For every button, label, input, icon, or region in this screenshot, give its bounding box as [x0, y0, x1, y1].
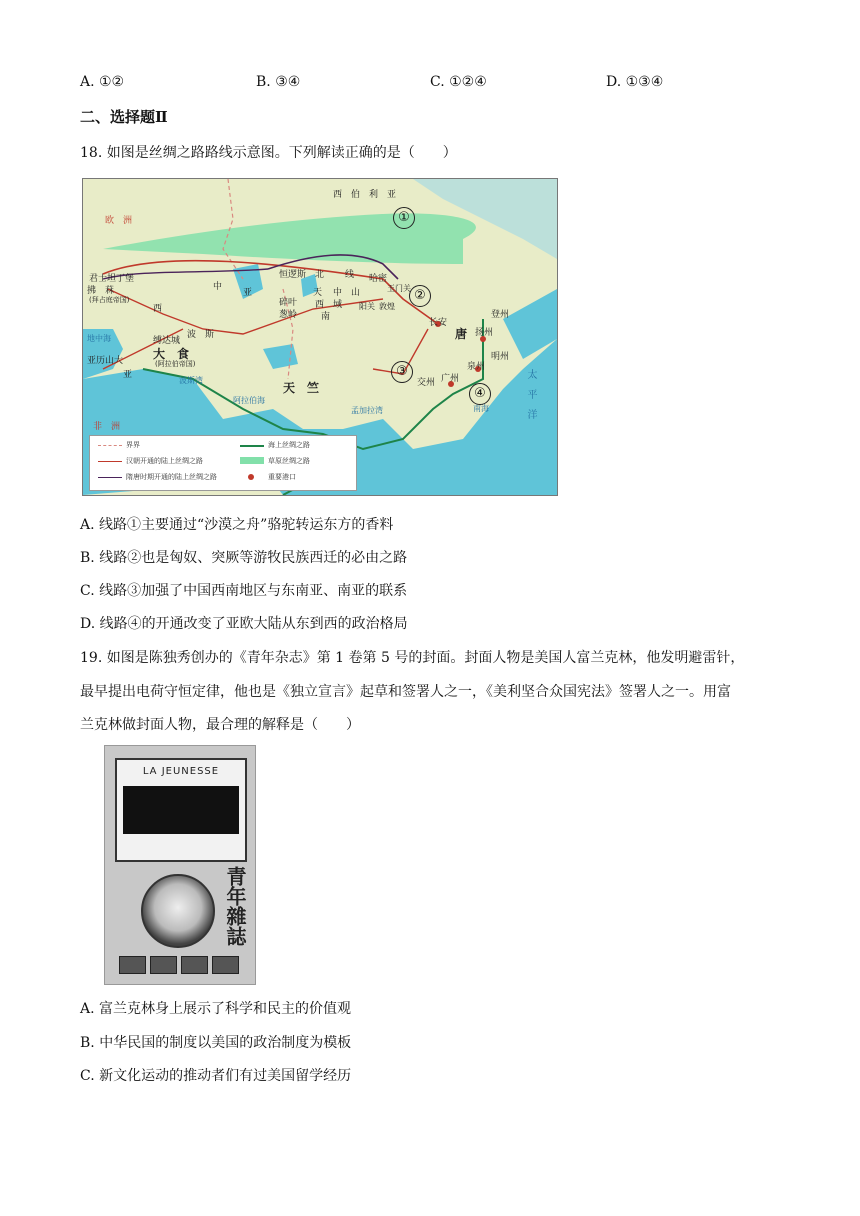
label-quanzhou: 泉州 [467, 362, 486, 372]
legend-label-steppe: 草原丝绸之路 [268, 457, 310, 465]
label-arabian-sea: 阿拉伯海 [233, 396, 265, 405]
label-bei: 北 [315, 270, 325, 280]
label-arabia: 亚 [123, 370, 133, 380]
cover-bottom-boxes [119, 956, 239, 974]
cover-photo-band [123, 786, 239, 834]
franklin-portrait [141, 874, 215, 948]
q19-stem-line-3: 兰克林做封面人物，最合理的解释是（ ） [80, 717, 360, 733]
legend-line-boundary [98, 445, 122, 446]
label-mingzhou: 明州 [491, 352, 510, 362]
label-europe: 欧 洲 [105, 216, 133, 226]
map-legend [89, 435, 357, 491]
q18-stem: 18. 如图是丝绸之路路线示意图。下列解读正确的是（ ） [80, 145, 457, 161]
cover-side-text: 青年雜誌 [223, 866, 247, 946]
q19-stem-line-1: 19. 如图是陈独秀创办的《青年杂志》第 1 卷第 5 号的封面。封面人物是美国人富兰克林，他发明避雷针， [80, 650, 745, 666]
q18-option-d: D. 线路④的开通改变了亚欧大陆从东到西的政治格局 [80, 616, 408, 632]
label-yumenguan: 玉门关 [387, 284, 411, 293]
cover-title: LA JEUNESSE [142, 766, 220, 777]
label-bay-bengal: 孟加拉湾 [351, 406, 383, 415]
legend-dot-port [248, 474, 254, 480]
q18-option-b: B. 线路②也是匈奴、突厥等游牧民族西迁的必由之路 [80, 550, 408, 566]
q17-option-d: D. ①③④ [606, 74, 664, 90]
label-hengluosi: 恒逻斯 [279, 270, 307, 280]
cover-box [212, 956, 239, 974]
label-tang: 唐 [455, 327, 468, 341]
label-nan: 南 [321, 312, 331, 322]
label-alexandria: 亚历山大 [87, 356, 124, 366]
label-zhong: 中 [213, 282, 223, 292]
label-persia: 波 斯 [187, 330, 215, 340]
label-xi: 西 [153, 304, 163, 314]
legend-label-han: 汉朝开通的陆上丝绸之路 [126, 457, 203, 465]
silk-road-map [82, 178, 558, 496]
legend-label-port: 重要港口 [268, 473, 296, 481]
cover-box [150, 956, 177, 974]
label-tianzhu: 天 竺 [283, 381, 320, 395]
route-marker-2: ② [409, 285, 431, 307]
q17-option-b: B. ③④ [256, 74, 301, 90]
section-title: 二、选择题Ⅱ [80, 108, 168, 126]
label-hami: 哈密 [369, 274, 388, 284]
legend-label-boundary: 界界 [126, 441, 140, 449]
cover-box [181, 956, 208, 974]
label-fulin: 拂 菻 [87, 286, 115, 296]
legend-line-suitang [98, 477, 122, 478]
label-dunhuang: 敦煌 [379, 302, 395, 311]
label-dengzhou: 登州 [491, 310, 510, 320]
label-constantinople: 君士坦丁堡 [89, 274, 135, 284]
q18-option-c: C. 线路③加强了中国西南地区与东南亚、南亚的联系 [80, 583, 408, 599]
legend-swatch-steppe [240, 457, 264, 464]
q17-option-a: A. ①② [80, 74, 125, 90]
label-south-sea: 南海 [473, 404, 489, 413]
label-tian: 天 [313, 288, 323, 298]
q19-option-c: C. 新文化运动的推动者们有过美国留学经历 [80, 1068, 352, 1084]
label-baghdad: 缚达城 [153, 336, 181, 346]
label-dashi: 大 食 [153, 347, 190, 361]
q19-option-a: A. 富兰克林身上展示了科学和民主的价值观 [80, 1001, 352, 1017]
q19-option-b: B. 中华民国的制度以美国的政治制度为模板 [80, 1035, 352, 1051]
label-yangguan: 阳关 [359, 302, 375, 311]
label-xiyu: 西 域 [315, 300, 343, 310]
label-xian: 线 [345, 270, 355, 280]
label-yangzhou: 扬州 [475, 328, 494, 338]
legend-line-han [98, 461, 122, 462]
legend-line-sea [240, 445, 264, 447]
label-suiye: 碎叶 [279, 298, 298, 308]
label-siberia: 西 伯 利 亚 [333, 190, 397, 200]
route-marker-1: ① [393, 207, 415, 229]
label-zhongshan: 中 山 [333, 288, 361, 298]
label-mediterranean: 地中海 [87, 334, 111, 343]
label-congling: 葱岭 [279, 310, 298, 320]
magazine-cover-image [104, 745, 256, 985]
legend-label-suitang: 隋唐时期开通的陆上丝绸之路 [126, 473, 217, 481]
q18-option-a: A. 线路①主要通过“沙漠之舟”骆驼转运东方的香料 [80, 517, 394, 533]
label-persian-gulf: 波斯湾 [179, 376, 203, 385]
label-jiaozhou: 交州 [417, 378, 436, 388]
label-ya: 亚 [243, 288, 253, 298]
cover-frame [115, 758, 247, 862]
route-marker-4: ④ [469, 383, 491, 405]
route-marker-3: ③ [391, 361, 413, 383]
label-changan: 长安 [429, 318, 448, 328]
q19-stem-line-2: 最早提出电荷守恒定律，他也是《独立宣言》起草和签署人之一，《美利坚合众国宪法》签署人之一。用富 [80, 684, 731, 700]
legend-label-sea: 海上丝绸之路 [268, 441, 310, 449]
label-africa: 非 洲 [93, 422, 121, 432]
label-fulin-note: (拜占庭帝国) [89, 296, 130, 304]
cover-box [119, 956, 146, 974]
label-guangzhou: 广州 [441, 374, 460, 384]
label-dashi-note: (阿拉伯帝国) [155, 360, 196, 368]
q17-option-c: C. ①②④ [430, 74, 487, 90]
label-pacific: 太 平 洋 [525, 369, 536, 419]
